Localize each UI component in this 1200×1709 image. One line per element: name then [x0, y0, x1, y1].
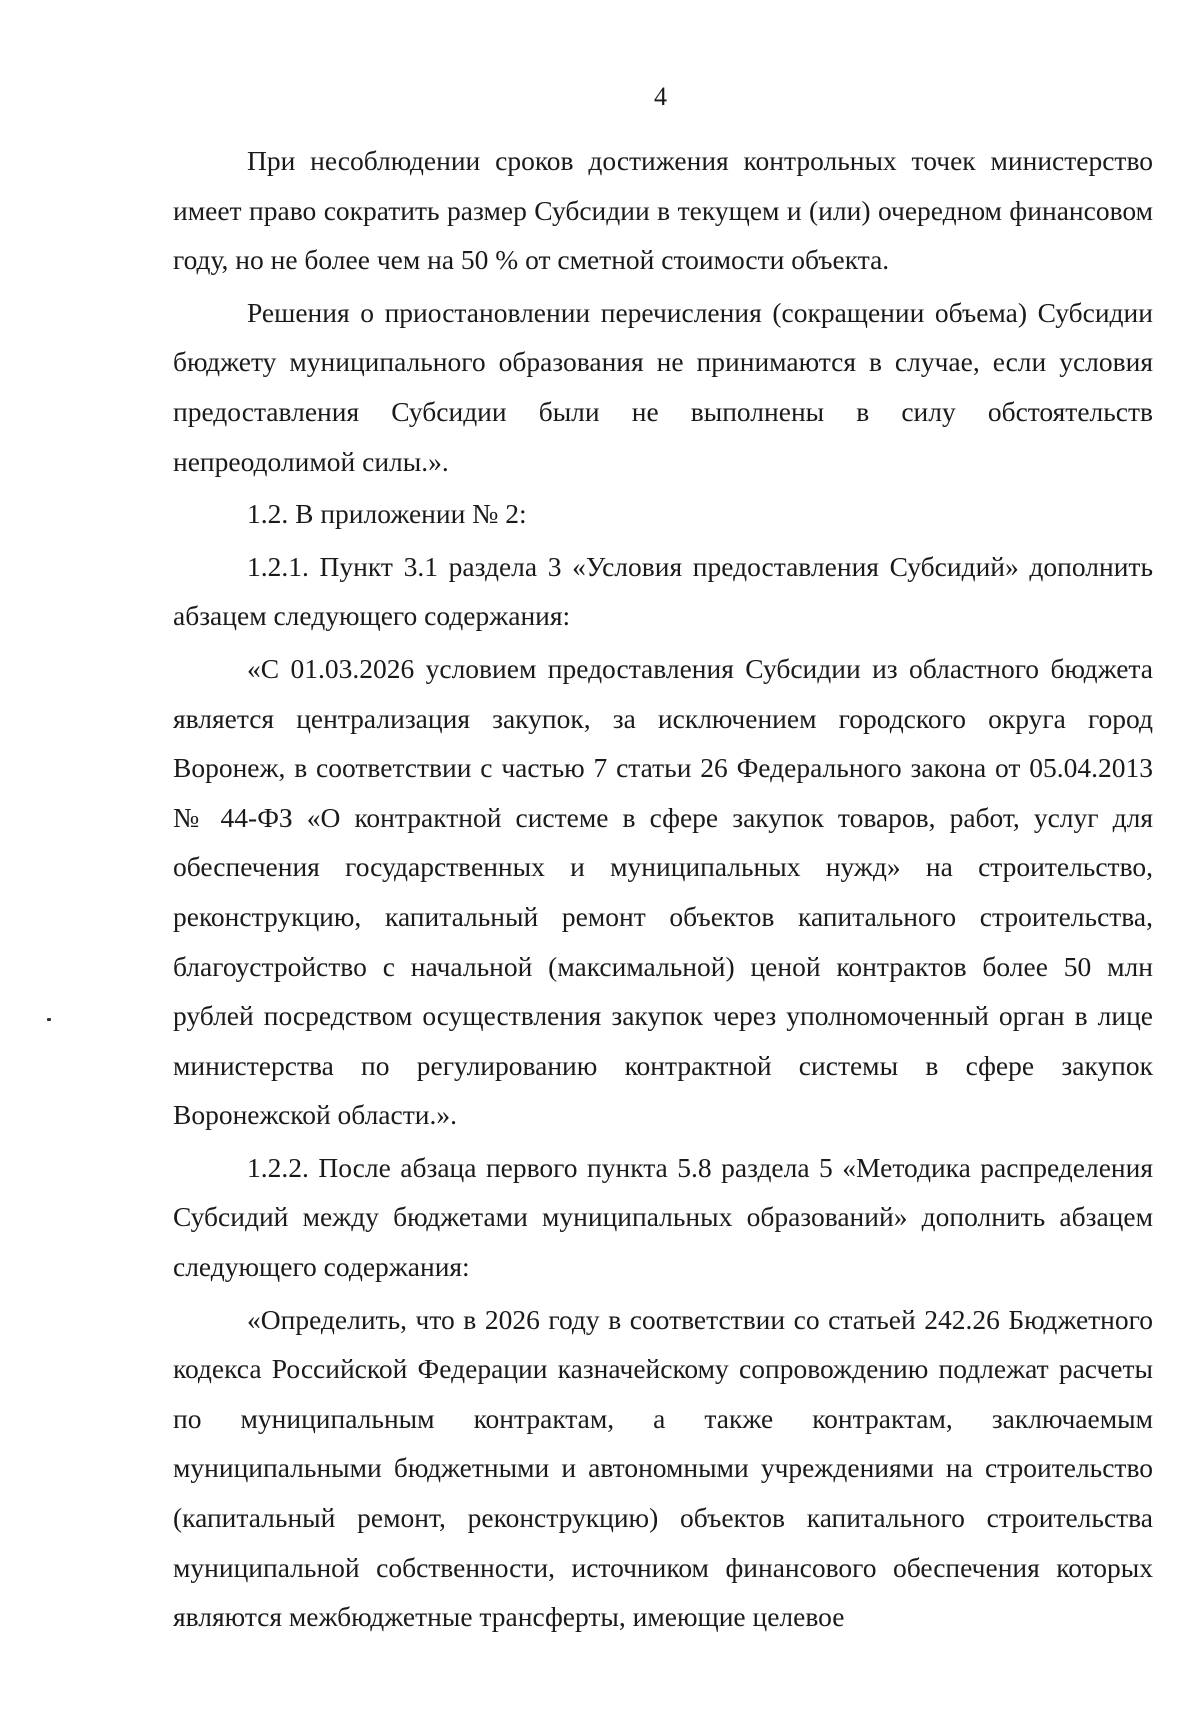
scan-speck — [47, 1018, 51, 1021]
paragraph-treasury-support: «Определить, что в 2026 году в соответствии со статьей 242.26 Бюджетного кодекса Российской Федерации казначейскому сопровождению подлежат расчеты по муниципальным контрактам, а также контрактам, заключаемым муниципальными бюджетными и автономными учреждениями на строительство (капитальный ремонт, реконструкцию) объектов капитального строительства муниципальной собственности, источником финансового обеспечения которых являются межбюджетные трансферты, имеющие целевое — [173, 1303, 1153, 1633]
paragraph-centralization-condition: «С 01.03.2026 условием предоставления Субсидии из областного бюджета является централизация закупок, за исключением городского округа город Воронеж, в соответствии с частью 7 статьи 26 Федерального закона от 05.04.2013 № 44-ФЗ «О контрактной системе в сфере закупок товаров, работ, услуг для обеспечения государственных и муниципальных нужд» на строительство, реконструкцию, капитальный ремонт объектов капитального строительства, благоустройство с начальной (максимальной) ценой контрактов более 50 млн рублей посредством осуществления закупок через уполномоченный орган в лице министерства по регулированию контрактной системы в сфере закупок Воронежской области.». — [173, 652, 1153, 1131]
paragraph-appendix-2-heading: 1.2. В приложении № 2: — [247, 498, 527, 530]
page-number: 4 — [654, 82, 667, 111]
paragraph-force-majeure: Решения о приостановлении перечисления (сокращении объема) Субсидии бюджету муниципального образования не принимаются в случае, если условия предоставления Субсидии были не выполнены в силу обстоятельств непреодолимой силы.». — [173, 296, 1153, 477]
paragraph-subsidy-reduction: При несоблюдении сроков достижения контрольных точек министерство имеет право сократить размер Субсидии в текущем и (или) очередном финансовом году, но не более чем на 50 % от сметной стоимости объекта. — [173, 145, 1153, 276]
paragraph-clause-1-2-2: 1.2.2. После абзаца первого пункта 5.8 раздела 5 «Методика распределения Субсидий между бюджетами муниципальных образований» дополнить абзацем следующего содержания: — [173, 1151, 1153, 1283]
paragraph-clause-1-2-1: 1.2.1. Пункт 3.1 раздела 3 «Условия предоставления Субсидий» дополнить абзацем следующего содержания: — [173, 550, 1153, 632]
document-body — [173, 136, 1153, 1645]
